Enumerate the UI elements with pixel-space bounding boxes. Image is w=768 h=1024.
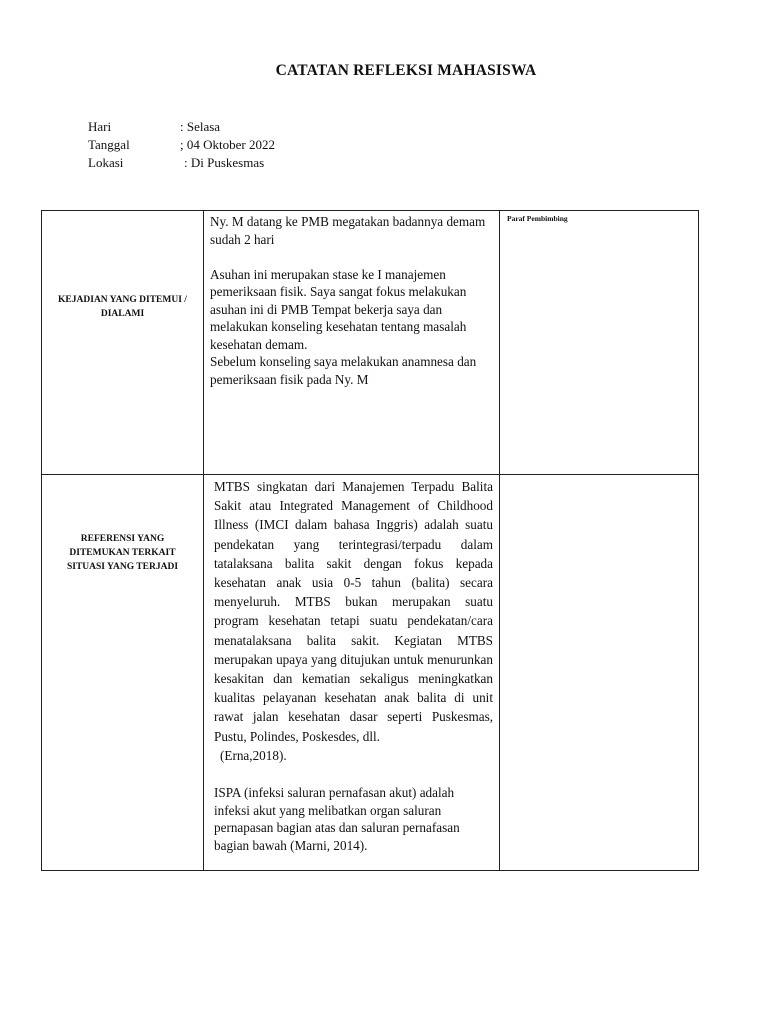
info-value-lokasi: : Di Puskesmas [184, 155, 265, 170]
info-value-hari: : Selasa [180, 119, 221, 134]
reflection-table [41, 210, 699, 871]
table-row-referensi [42, 475, 699, 871]
info-row-tanggal [88, 136, 275, 154]
info-label-lokasi: Lokasi [88, 155, 124, 170]
row-content-referensi [204, 475, 500, 871]
row-label-kejadian: KEJADIAN YANG DITEMUI / DIALAMI [42, 211, 204, 475]
paraf-pembimbing-label: Paraf Pembimbing [500, 211, 699, 475]
content-paragraph: MTBS singkatan dari Manajemen Terpadu Balita Sakit atau Integrated Management of Childhood Illness (IMCI dalam bahasa Inggris) adalah suatu pendekatan yang terintegrasi/terpadu dalam tatalaksana balita sakit dengan fokus kepada kesehatan anak usia 0-5 tahun (balita) secara menyeluruh. MTBS bukan merupakan suatu program kesehatan tetapi suatu pendekatan/cara menatalaksana balita sakit. Kegiatan MTBS merupakan upaya yang ditujukan untuk menurunkan kesakitan dan kematian sekaligus meningkatkan kualitas pelayanan kesehatan anak balita di unit rawat jalan kesehatan dasar seperti Puskesmas, Pustu, Polindes, Poskesdes, dll. [214, 479, 493, 744]
info-row-lokasi [88, 154, 275, 172]
content-paragraph: Asuhan ini merupakan stase ke I manajemen pemeriksaan fisik. Saya sangat fokus melakukan asuhan ini di PMB Tempat bekerja saya dan melakukan konseling kesehatan tentang masalah kesehatan demam. [210, 266, 467, 352]
row-label-referensi: REFERENSI YANG DITEMUKAN TERKAIT SITUASI YANG TERJADI [42, 475, 204, 871]
info-block [88, 118, 275, 172]
content-paragraph: Ny. M datang ke PMB megatakan badannya demam sudah 2 hari [210, 214, 486, 247]
table-row-kejadian [42, 211, 699, 475]
info-row-hari [88, 118, 275, 136]
row-content-kejadian [204, 211, 500, 475]
info-label-hari: Hari [88, 119, 112, 134]
paraf-cell-empty [500, 475, 699, 871]
document-title: CATATAN REFLEKSI MAHASISWA [275, 62, 537, 79]
info-label-tanggal: Tanggal [88, 137, 130, 152]
content-paragraph: Sebelum konseling saya melakukan anamnesa dan pemeriksaan fisik pada Ny. M [210, 354, 477, 387]
content-paragraph: ISPA (infeksi saluran pernafasan akut) adalah infeksi akut yang melibatkan organ saluran pernapasan bagian atas dan saluran pernafasan bagian bawah (Marni, 2014). [214, 785, 460, 853]
content-paragraph: (Erna,2018). [220, 747, 287, 763]
info-value-tanggal: ; 04 Oktober 2022 [180, 137, 275, 152]
